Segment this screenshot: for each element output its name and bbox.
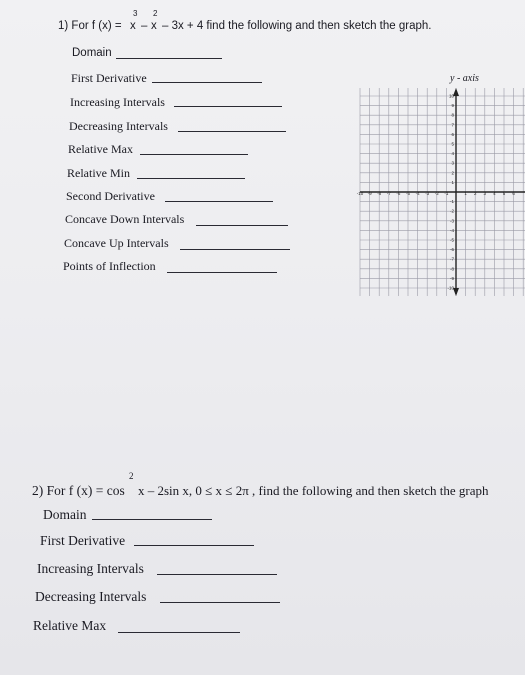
problem1-rest: – 3x + 4 find the following and then sketch the graph. <box>162 20 432 32</box>
p2-field-relative-max: Relative Max <box>33 618 107 633</box>
x-tick-label: 5 <box>502 191 506 196</box>
p1-answer-line-relative-max[interactable] <box>140 154 248 155</box>
bleed-through-text <box>64 296 67 308</box>
x-tick-label: -10 <box>356 191 364 196</box>
x-tick-label: -1 <box>444 191 449 196</box>
y-tick-label: 3 <box>451 160 454 166</box>
y-tick-label: -2 <box>449 208 454 214</box>
p1-field-inflection: Points of Inflection <box>63 259 156 273</box>
y-tick-label: -7 <box>449 256 454 262</box>
p1-answer-line-increasing[interactable] <box>174 106 282 107</box>
y-tick-label: -8 <box>449 266 454 272</box>
p1-field-relative-max: Relative Max <box>68 142 133 156</box>
x-tick-label: -6 <box>396 191 401 196</box>
p1-field-first-derivative: First Derivative <box>71 71 147 85</box>
y-tick-label: 6 <box>451 131 454 137</box>
x-tick-label: 6 <box>512 191 515 196</box>
problem2-rest: x – 2sin x, 0 ≤ x ≤ 2π , find the following and then sketch the graph <box>138 483 489 498</box>
x-tick-label: -2 <box>434 191 439 196</box>
p1-answer-line-domain[interactable] <box>116 58 222 59</box>
x-tick-label: -4 <box>415 191 420 196</box>
p2-field-domain: Domain <box>43 507 87 522</box>
p1-field-decreasing: Decreasing Intervals <box>69 119 168 133</box>
problem2-lead: 2) For f (x) = cos <box>32 483 125 498</box>
y-tick-label: 8 <box>451 112 454 118</box>
y-tick-label: 5 <box>451 141 454 147</box>
y-tick-label: 10 <box>448 93 454 99</box>
coordinate-grid[interactable] <box>356 88 525 296</box>
p1-answer-line-inflection[interactable] <box>167 272 277 273</box>
x-tick-label: -9 <box>367 191 372 196</box>
p1-field-second-derivative: Second Derivative <box>66 189 155 203</box>
y-tick-label: 2 <box>451 170 454 176</box>
p2-answer-line-relative-max[interactable] <box>118 632 240 633</box>
y-tick-label: -3 <box>449 218 454 224</box>
problem1-number: 1) For f (x) = <box>58 20 122 32</box>
p2-answer-line-decreasing[interactable] <box>160 602 280 603</box>
x-tick-label: 2 <box>473 191 477 196</box>
p1-field-increasing: Increasing Intervals <box>70 95 165 109</box>
p1-field-concave-up: Concave Up Intervals <box>64 236 169 250</box>
x-tick-label: 4 <box>493 191 496 196</box>
p1-answer-line-concave-down[interactable] <box>196 225 288 226</box>
p2-answer-line-increasing[interactable] <box>157 574 277 575</box>
y-tick-label: -4 <box>449 227 454 233</box>
p2-field-increasing: Increasing Intervals <box>37 561 144 576</box>
problem1-term2: x <box>151 20 157 32</box>
problem1-exponent2: 2 <box>153 9 158 18</box>
p1-answer-line-decreasing[interactable] <box>178 131 286 132</box>
p1-field-relative-min: Relative Min <box>67 166 130 180</box>
x-tick-label: -3 <box>425 191 430 196</box>
y-tick-label: -10 <box>447 285 454 291</box>
grid-svg <box>356 88 525 296</box>
p1-field-domain: Domain <box>72 47 112 59</box>
x-tick-label: -8 <box>377 191 382 196</box>
y-tick-label: -9 <box>449 275 454 281</box>
y-tick-label: 4 <box>451 151 454 157</box>
graph-y-axis-label: y - axis <box>450 73 479 84</box>
problem1-term1: x <box>130 20 136 32</box>
p2-field-decreasing: Decreasing Intervals <box>35 589 147 604</box>
p2-answer-line-domain[interactable] <box>92 519 212 520</box>
problem1-exponent1: 3 <box>133 9 138 18</box>
y-tick-label: 9 <box>451 103 454 109</box>
x-tick-label: 1 <box>464 191 467 196</box>
y-tick-label: 7 <box>451 122 454 128</box>
x-tick-label: 3 <box>483 191 487 196</box>
problem1-minus: – <box>141 20 148 32</box>
p1-answer-line-concave-up[interactable] <box>180 249 290 250</box>
p1-answer-line-second-derivative[interactable] <box>165 201 273 202</box>
y-tick-label: -5 <box>449 237 454 243</box>
y-tick-label: -1 <box>449 199 454 205</box>
p1-answer-line-relative-min[interactable] <box>137 178 245 179</box>
p1-field-concave-down: Concave Down Intervals <box>65 212 185 226</box>
p2-field-first-derivative: First Derivative <box>40 533 126 548</box>
p1-answer-line-first-derivative[interactable] <box>152 82 262 83</box>
x-tick-label: -5 <box>405 191 411 196</box>
problem2-exponent: 2 <box>129 471 134 481</box>
p2-answer-line-first-derivative[interactable] <box>134 545 254 546</box>
y-tick-label: 1 <box>451 179 454 185</box>
x-tick-label: -7 <box>386 191 391 196</box>
y-tick-label: -6 <box>449 247 454 253</box>
